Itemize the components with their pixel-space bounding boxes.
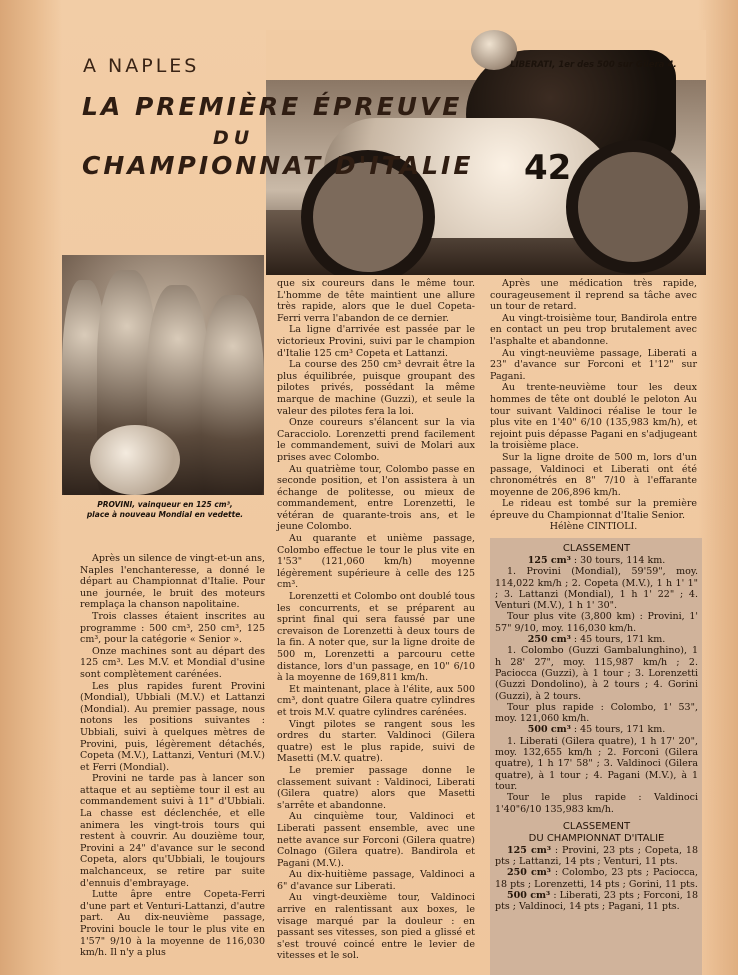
championship-250: [495, 867, 698, 890]
championship-heading-2: DU CHAMPIONNAT D'ITALIE: [528, 832, 665, 844]
paragraph: La ligne d'arrivée est passée par le victorieux Provini, suivi par le champion d'Italie 125 cm³ Copeta et Lattanzi.: [277, 324, 475, 359]
paragraph: Onze coureurs s'élancent sur la via Caracciolo. Lorenzetti prend facilement le commandement, suivi de Molari aux prises avec Colombo.: [277, 417, 475, 463]
class-details: : 45 tours, 171 km.: [573, 724, 666, 736]
podium-caption-line-1: PROVINI, vainqueur en 125 cm³,: [97, 500, 233, 509]
paragraph: que six coureurs dans le même tour. L'homme de tête maintient une allure très rapide, alors que le duel Copeta-Ferri verra l'abandon de ce dernier.: [277, 278, 475, 324]
championship-125: [495, 845, 698, 868]
hero-caption: LIBERATI, 1er des 500 sur Gilera 4.: [510, 60, 677, 70]
paragraph: Au vingt-troisième tour, Bandirola entre en contact un peu trop brutalement avec l'asphalte et abandonne.: [490, 312, 697, 347]
paragraph: La course des 250 cm³ devrait être la plus équilibrée, puisque groupant des pilotes privés, possédant la même marque de machine (Guzzi), et seule la valeur des pilotes fera la loi.: [277, 359, 475, 417]
title-line-3: CHAMPIONNAT D'ITALIE: [82, 151, 474, 180]
paragraph: Le premier passage donne le classement suivant : Valdinoci, Liberati (Gilera quatre) alors que Masetti s'arrête et abandonne.: [277, 764, 475, 811]
championship-500: [495, 890, 698, 913]
paragraph: Après une médication très rapide, courageusement il reprend sa tâche avec un tour de retard.: [490, 278, 697, 313]
paragraph: Sur la ligne droite de 500 m, lors d'un passage, Valdinoci et Liberati ont été chronométrés en 8" 7/10 à l'effarante moyenne de 206,896 km/h.: [490, 451, 697, 498]
results-125: 1. Provini (Mondial), 59'59", moy. 114,022 km/h ; 2. Copeta (M.V.), 1 h 1' 1" ; 3. Lattanzi (Mondial), 1 h 1' 22" ; 4. Venturi (M.V.), 1 h 1' 30".: [495, 566, 698, 612]
race-number: 42: [524, 148, 572, 188]
podium-caption-line-2: place à nouveau Mondial en vedette.: [86, 510, 244, 519]
rear-wheel: [566, 140, 700, 274]
class-label: 500 cm³: [527, 724, 571, 736]
paragraph: Lorenzetti et Colombo ont doublé tous les concurrents, et se préparent au sprint final qui sera faussé par une crevaison de Lorenzetti à deux tours de la fin. A noter que, sur la ligne droite de 500 m, Lorenzetti a parcouru cette distance, lors d'un passage, en 10" 6/10 à la moyenne de 169,811 km/h.: [277, 591, 475, 684]
paragraph: Au vingt-deuxième tour, Valdinoci arrive en ralentissant aux boxes, le visage marqué par la douleur : en passant ses vitesses, son pied a glissé et s'est trouvé coincé entre le levier de vitesses et le sol.: [277, 892, 475, 962]
results-500-fastest: Tour le plus rapide : Valdinoci 1'40"6/10 135,983 km/h.: [495, 792, 698, 815]
results-text: [495, 543, 698, 913]
results-250-fastest: Tour plus rapide : Colombo, 1' 53", moy. 121,060 km/h.: [495, 701, 698, 725]
class-details: : 45 tours, 171 km.: [573, 634, 666, 646]
class-label: 500 cm³: [507, 890, 551, 902]
podium-photo: [62, 255, 264, 495]
article-column-1: [80, 553, 265, 959]
results-250: 1. Colombo (Guzzi Gambalunghino), 1 h 28' 27", moy. 115,987 km/h ; 2. Paciocca (Guzzi), à 1 tour ; 3. Lorenzetti (Guzzi Dondolino), à 2 tours ; 4. Gorini (Guzzi), à 2 tours.: [495, 645, 698, 702]
paragraph: Le rideau est tombé sur la première épreuve du Championnat d'Italie Senior.: [490, 498, 697, 521]
results-250-subheading: [495, 634, 698, 645]
paragraph: Au trente-neuvième tour les deux hommes de tête ont doublé le peloton Au tour suivant Valdinoci réalise le tour le plus vite en 1'40" 6/10 (135,983 km/h), et rejoint puis dépasse Pagani en s'adjugeant la troisième place.: [490, 382, 697, 452]
paragraph: Les plus rapides furent Provini (Mondial), Ubbiali (M.V.) et Lattanzi (Mondial). Au premier passage, nous notons les positions suivantes : Ubbiali, suivi à quelques mètres de Provini, puis, légèrement détachés, Copeta (M.V.), Lattanzi, Venturi (M.V.) et Ferri (Mondial).: [80, 680, 265, 773]
class-label: 250 cm³: [507, 867, 551, 879]
class-label: 125 cm³: [527, 555, 571, 566]
title-line-2: DU: [213, 127, 255, 149]
results-heading: CLASSEMENT: [562, 543, 631, 554]
class-label: 125 cm³: [507, 844, 552, 856]
author-signature: Hélène CINTIOLI.: [549, 521, 638, 533]
paragraph: Trois classes étaient inscrites au programme : 500 cm³, 250 cm³, 125 cm³, pour la catégorie « Senior ».: [80, 610, 265, 646]
article-column-2: [277, 278, 475, 962]
class-details: : 30 tours, 114 km.: [573, 555, 666, 566]
paragraph: Au cinquième tour, Valdinoci et Liberati passent ensemble, avec une nette avance sur Forconi (Gilera quatre) Colnago (Gilera quatre). Bandirola et Pagani (M.V.).: [277, 811, 475, 869]
kicker: A NAPLES: [83, 55, 200, 77]
paragraph: Après un silence de vingt-et-un ans, Naples l'enchanteresse, a donné le départ au Championnat d'Italie. Pour une journée, le bruit des moteurs remplaça la chanson napolitaine.: [80, 553, 265, 611]
article-column-3: [490, 278, 697, 533]
title-line-1: LA PREMIÈRE ÉPREUVE: [82, 92, 463, 121]
paragraph: Vingt pilotes se rangent sous les ordres du starter. Valdinoci (Gilera quatre) est le plus rapide, suivi de Masetti (M.V. quatre).: [277, 718, 475, 765]
person: [202, 295, 264, 495]
paragraph: Et maintenant, place à l'élite, aux 500 cm³, dont quatre Gilera quatre cylindres et trois M.V. quatre cylindres carénées.: [277, 683, 475, 718]
results-500-subheading: [495, 724, 698, 735]
paragraph: Lutte âpre entre Copeta-Ferri d'une part et Venturi-Lattanzi, d'autre part. Au dix-neuvième passage, Provini boucle le tour le plus vite en 1'57" 9/10 à la moyenne de 116,030 km/h. Il n'y a plus: [80, 889, 265, 959]
paragraph: Provini ne tarde pas à lancer son attaque et au septième tour il est au commandement suivi à 11" d'Ubbiali. La chasse est déclenchée, et elle animera les vingt-trois tours qui restent à couvrir. Au douzième tour, Provini a 24" d'avance sur le second Copeta, alors qu'Ubbiali, le toujours malchanceux, se retire par suite d'ennuis d'embrayage.: [80, 773, 265, 889]
class-label: 250 cm³: [527, 634, 571, 646]
results-500: 1. Liberati (Gilera quatre), 1 h 17' 20", moy. 132,655 km/h ; 2. Forconi (Gilera quatre), 1 h 17' 58" ; 3. Valdinoci (Gilera quatre), à 1 tour ; 4. Pagani (M.V.), à 1 tour.: [495, 735, 698, 792]
podium-caption: [70, 500, 260, 520]
standings: : Liberati, 23 pts ; Forconi, 18 pts ; Valdinoci, 14 pts ; Pagani, 11 pts.: [495, 890, 698, 913]
standings: : Colombo, 23 pts ; Paciocca, 18 pts ; Lorenzetti, 14 pts ; Gorini, 11 pts.: [495, 867, 698, 890]
results-125-subheading: [495, 555, 698, 566]
paragraph: Au quatrième tour, Colombo passe en seconde position, et l'on assistera à un échange de politesse, ou mieux de commandement, entre Lorenzetti, le vétéran de quarante-trois ans, et le jeune Colombo.: [277, 463, 475, 533]
paragraph: Onze machines sont au départ des 125 cm³. Les M.V. et Mondial d'usine sont complètement carénées.: [80, 645, 265, 680]
paragraph: Au dix-huitième passage, Valdinoci a 6" d'avance sur Liberati.: [277, 869, 475, 892]
motorcycle-nose: [90, 425, 180, 495]
championship-heading-1: CLASSEMENT: [562, 820, 631, 832]
paragraph: Au quarante et unième passage, Colombo effectue le tour le plus vite en 1'53" (121,060 km/h) moyenne légèrement supérieure à celle des 125 cm³.: [277, 533, 475, 591]
paragraph: Au vingt-neuvième passage, Liberati a 23" d'avance sur Forconi et 1'12" sur Pagani.: [490, 347, 697, 382]
results-125-fastest: Tour plus vite (3,800 km) : Provini, 1' 57" 9/10, moy. 116,030 km/h.: [495, 611, 698, 634]
standings: : Provini, 23 pts ; Copeta, 18 pts ; Lattanzi, 14 pts ; Venturi, 11 pts.: [495, 844, 698, 868]
